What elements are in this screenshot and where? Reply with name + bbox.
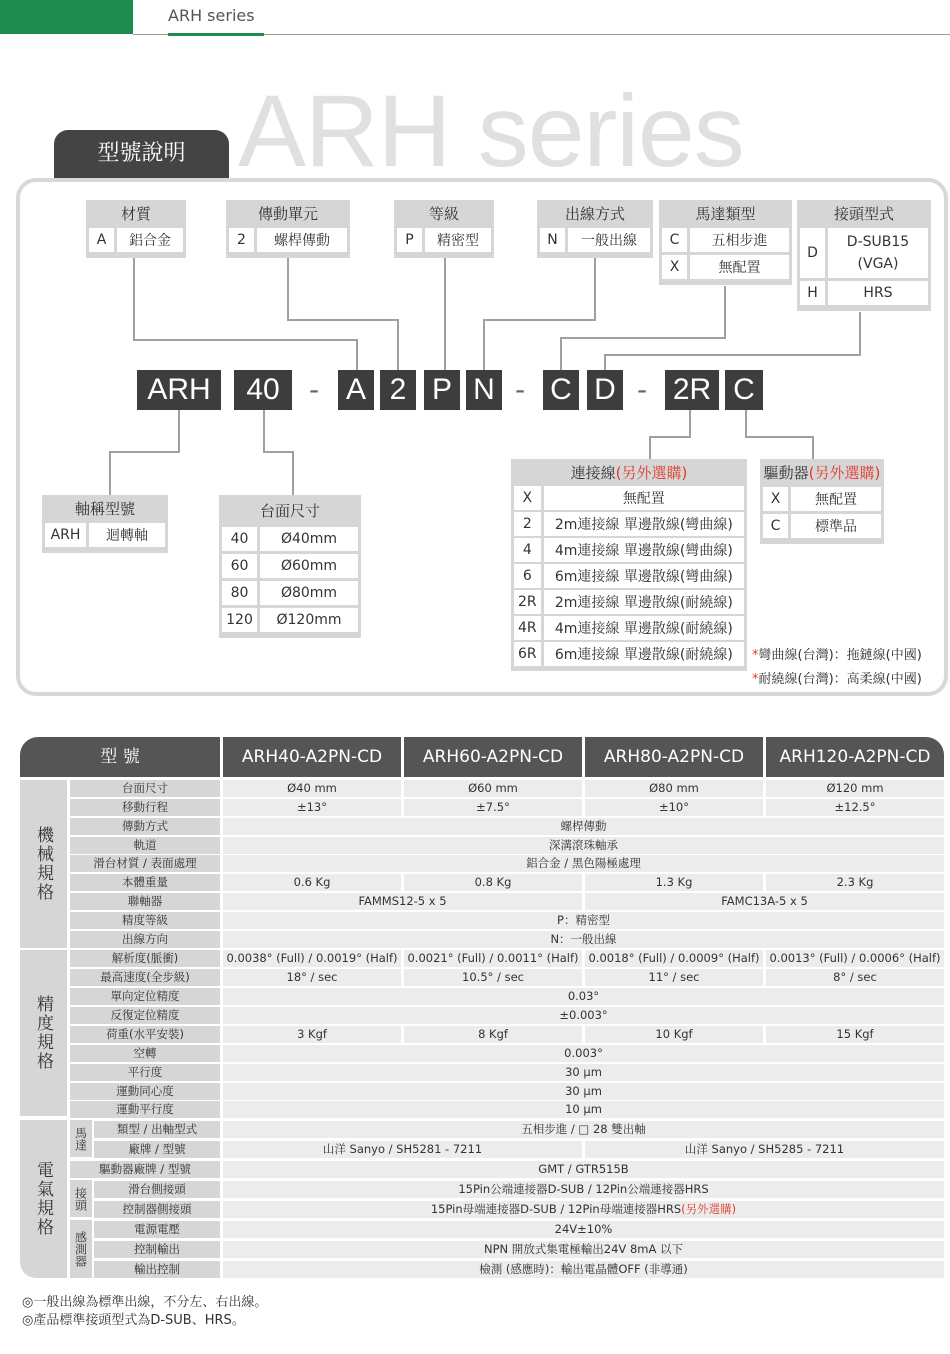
- option-value: 螺桿傳動: [257, 228, 347, 252]
- option-axis: [42, 495, 168, 553]
- option-title: 接頭型式: [833, 205, 894, 223]
- spec-value-text: FAMMS12-5 x 5: [358, 894, 447, 908]
- spec-value: [223, 1241, 944, 1258]
- option-code: 4R: [514, 616, 544, 640]
- subsection-sensor: 感測器: [70, 1220, 92, 1278]
- spec-value: [404, 969, 582, 986]
- spec-value: [585, 950, 763, 967]
- spec-value: [585, 780, 763, 797]
- spec-value: [766, 1026, 944, 1043]
- option-value: 精密型: [425, 228, 491, 252]
- option-code: H: [800, 281, 828, 305]
- spec-value-text: NPN 開放式集電極輸出24V 8mA 以下: [484, 1242, 683, 1256]
- spec-label: 運動同心度: [70, 1083, 220, 1100]
- spec-label: 台面尺寸: [70, 780, 220, 797]
- option-drive: [226, 200, 350, 258]
- spec-value: [223, 969, 401, 986]
- option-code: 40: [222, 527, 260, 551]
- spec-label: 精度等級: [70, 912, 220, 929]
- spec-value: [223, 988, 944, 1005]
- option-code: D: [800, 228, 828, 278]
- spec-label: 類型 / 出軸型式: [94, 1121, 220, 1138]
- option-value: D-SUB15 (VGA): [828, 228, 928, 278]
- option-code: 2: [514, 512, 544, 536]
- option-code: 2: [229, 228, 257, 252]
- option-value: 無配置: [690, 255, 789, 279]
- code-dash: -: [309, 373, 320, 406]
- spec-value-text: 8° / sec: [833, 970, 877, 984]
- spec-value: [404, 1026, 582, 1043]
- spec-value: [223, 1101, 944, 1118]
- spec-value: [585, 893, 944, 910]
- spec-label: 單向定位精度: [70, 988, 220, 1005]
- option-cable: [511, 459, 747, 671]
- option-value: 無配置: [544, 486, 744, 510]
- spec-label: 最高速度(全步級): [70, 969, 220, 986]
- option-title: 傳動單元: [257, 205, 318, 223]
- option-value: 4m連接線 單邊散線(彎曲線): [544, 538, 744, 562]
- spec-value-text: GMT / GTR515B: [538, 1162, 629, 1176]
- spec-value-text: 1.3 Kg: [655, 875, 693, 889]
- subsection-connector: 接頭: [70, 1180, 92, 1217]
- option-connector: [797, 200, 931, 311]
- spec-value: [223, 1201, 944, 1218]
- spec-value-text: Ø120 mm: [826, 781, 884, 795]
- option-code: 2R: [514, 590, 544, 614]
- code-dash: -: [515, 373, 526, 406]
- spec-value-text: Ø80 mm: [649, 781, 699, 795]
- option-material: [86, 200, 186, 258]
- spec-value-text: 30 μm: [565, 1084, 602, 1098]
- option-table: [219, 495, 361, 638]
- option-value: 2m連接線 單邊散線(耐繞線): [544, 590, 744, 614]
- spec-value-text: 檢測 (感應時)：輸出電晶體OFF (非導通): [479, 1262, 688, 1276]
- spec-value-text: 18° / sec: [286, 970, 338, 984]
- spec-value-text: 3 Kgf: [297, 1027, 327, 1041]
- option-value: Ø60mm: [260, 554, 358, 578]
- spec-label: 荷重(水平安裝): [70, 1026, 220, 1043]
- option-code: 4: [514, 538, 544, 562]
- spec-value: [223, 780, 401, 797]
- option-outlet: [537, 200, 653, 258]
- spec-value: [404, 799, 582, 816]
- spec-value-text: 15Pin公端連接器D-SUB / 12Pin公端連接器HRS: [458, 1182, 709, 1196]
- spec-label: 輸出控制: [94, 1261, 220, 1278]
- spec-value: [585, 1141, 944, 1158]
- spec-label: 電源電壓: [94, 1221, 220, 1238]
- spec-value: [223, 855, 944, 872]
- section-tab: 型號說明: [54, 130, 229, 178]
- option-grade: [394, 200, 494, 258]
- option-value: HRS: [828, 281, 928, 305]
- option-title: 材質: [120, 205, 151, 223]
- spec-value: [404, 950, 582, 967]
- option-code: 80: [222, 581, 260, 605]
- option-value: 標準品: [791, 514, 881, 538]
- option-value: 鋁合金: [117, 228, 183, 252]
- code-motor: C: [543, 370, 579, 410]
- spec-value: [766, 799, 944, 816]
- spec-value-text: 0.6 Kg: [293, 875, 331, 889]
- option-driver: [760, 459, 884, 544]
- spec-value: [223, 912, 944, 929]
- spec-value-text: 30 μm: [565, 1065, 602, 1079]
- option-code: ARH: [45, 523, 89, 547]
- spec-value-text: ±0.003°: [559, 1008, 608, 1022]
- option-code: 120: [222, 608, 260, 632]
- spec-value-text: ±13°: [296, 800, 328, 814]
- code-dash: -: [637, 373, 648, 406]
- option-title: 台面尺寸: [259, 502, 320, 520]
- spec-value-text: 11° / sec: [648, 970, 700, 984]
- spec-value: [223, 818, 944, 835]
- option-code: N: [540, 228, 568, 252]
- spec-label: 聯軸器: [70, 893, 220, 910]
- option-value: Ø40mm: [260, 527, 358, 551]
- series-title: ARH series: [168, 6, 255, 25]
- subsection-motor: 馬達: [70, 1120, 92, 1157]
- spec-value-text: 深溝滾珠軸承: [549, 838, 618, 852]
- code-driver: C: [725, 370, 763, 410]
- spec-label: 平行度: [70, 1064, 220, 1081]
- option-code: 6R: [514, 642, 544, 666]
- spec-value-text: 0.0018° (Full) / 0.0009° (Half): [588, 951, 760, 965]
- note-text: 彎曲線(台灣)：拖鏈線(中國): [758, 648, 922, 663]
- section-mechanical: 機械規格: [20, 780, 67, 948]
- option-code: C: [763, 514, 791, 538]
- spec-label: 解析度(脈衝): [70, 950, 220, 967]
- spec-value-text: 8 Kgf: [478, 1027, 508, 1041]
- spec-value-text: 24V±10%: [554, 1222, 613, 1236]
- spec-header-model: 型 號: [20, 737, 220, 777]
- spec-value-text: 0.03°: [567, 989, 600, 1003]
- spec-value-text: 鋁合金 / 黑色陽極處理: [526, 856, 641, 870]
- spec-value-text: 0.0013° (Full) / 0.0006° (Half): [769, 951, 941, 965]
- spec-value-text: ±7.5°: [476, 800, 510, 814]
- note-text: 耐繞線(台灣)：高柔線(中國): [758, 672, 922, 687]
- spec-value: [223, 950, 401, 967]
- optional-purchase: (另外選購): [681, 1202, 737, 1216]
- spec-value-text: ±12.5°: [834, 800, 876, 814]
- spec-value-text: FAMC13A-5 x 5: [721, 894, 808, 908]
- option-motor: [659, 200, 792, 285]
- option-code: X: [763, 487, 791, 511]
- code-table: 40: [234, 370, 292, 410]
- code-connector: D: [587, 370, 623, 410]
- cable-note: *彎曲線(台灣)：拖鏈線(中國): [752, 648, 922, 663]
- option-value: 6m連接線 單邊散線(彎曲線): [544, 564, 744, 588]
- spec-value-text: 0.8 Kg: [474, 875, 512, 889]
- spec-label: 傳動方式: [70, 818, 220, 835]
- spec-label: 本體重量: [70, 874, 220, 891]
- spec-value: [766, 950, 944, 967]
- code-drive: 2: [380, 370, 416, 410]
- spec-value: [404, 874, 582, 891]
- spec-header-model-name: ARH80-A2PN-CD: [585, 737, 763, 777]
- spec-header-model-name: ARH60-A2PN-CD: [404, 737, 582, 777]
- optional-purchase: (另外選購): [808, 464, 881, 482]
- spec-value: [223, 874, 401, 891]
- spec-value: [223, 1181, 944, 1198]
- option-code: 60: [222, 554, 260, 578]
- spec-value-text: 10 μm: [565, 1102, 602, 1116]
- spec-value-text: N：一般出線: [550, 932, 617, 946]
- cable-note: *耐繞線(台灣)：高柔線(中國): [752, 672, 922, 687]
- option-title-text: 連接線: [570, 464, 616, 482]
- spec-header-model-name: ARH40-A2PN-CD: [223, 737, 401, 777]
- spec-value: [585, 799, 763, 816]
- code-outlet: N: [466, 370, 502, 410]
- spec-value-text: 0.0038° (Full) / 0.0019° (Half): [226, 951, 398, 965]
- optional-purchase: (另外選購): [615, 464, 688, 482]
- spec-header-model-name: ARH120-A2PN-CD: [766, 737, 944, 777]
- option-value: 一般出線: [568, 228, 650, 252]
- spec-value: [223, 1064, 944, 1081]
- spec-value: [223, 799, 401, 816]
- code-grade: P: [424, 370, 460, 410]
- spec-label: 廠牌 / 型號: [94, 1141, 220, 1158]
- footnote: ◎產品標準接頭型式為D-SUB、HRS。: [22, 1313, 245, 1328]
- option-value: 4m連接線 單邊散線(耐繞線): [544, 616, 744, 640]
- spec-value-text: 10.5° / sec: [462, 970, 524, 984]
- spec-value: [404, 780, 582, 797]
- spec-value-text: 0.003°: [564, 1046, 603, 1060]
- option-title: [763, 462, 881, 484]
- option-value: 五相步進: [690, 228, 789, 252]
- spec-value: [223, 1121, 944, 1138]
- spec-label: 滑台側接頭: [94, 1181, 220, 1198]
- spec-value: [223, 1141, 582, 1158]
- option-title: 軸稱型號: [74, 500, 135, 518]
- spec-value-text: 山洋 Sanyo / SH5281 - 7211: [322, 1142, 483, 1156]
- spec-value-text: 螺桿傳動: [560, 819, 607, 833]
- spec-label: 滑台材質 / 表面處理: [70, 855, 220, 872]
- spec-label: 軌道: [70, 837, 220, 854]
- section-precision: 精度規格: [20, 950, 67, 1116]
- spec-value: [223, 1026, 401, 1043]
- spec-label: 空轉: [70, 1045, 220, 1062]
- option-value: 迴轉軸: [89, 523, 165, 547]
- spec-value-text: 0.0021° (Full) / 0.0011° (Half): [407, 951, 579, 965]
- spec-value: [223, 1045, 944, 1062]
- option-code: C: [662, 228, 690, 252]
- spec-value: [223, 1007, 944, 1024]
- spec-value: [766, 780, 944, 797]
- spec-value: [766, 874, 944, 891]
- option-title: 出線方式: [564, 205, 625, 223]
- spec-value-text: ±10°: [658, 800, 690, 814]
- option-code: 6: [514, 564, 544, 588]
- code-axis: ARH: [137, 370, 221, 410]
- option-value: 無配置: [791, 487, 881, 511]
- spec-value: [585, 874, 763, 891]
- spec-label: 出線方向: [70, 931, 220, 948]
- spec-value: [585, 969, 763, 986]
- footnote: ◎一般出線為標準出線，不分左、右出線。: [22, 1295, 268, 1310]
- option-code: X: [662, 255, 690, 279]
- option-code: X: [514, 486, 544, 510]
- spec-value: [223, 1261, 944, 1278]
- spec-label: 控制輸出: [94, 1241, 220, 1258]
- spec-value-text: 山洋 Sanyo / SH5285 - 7211: [684, 1142, 845, 1156]
- option-title: [514, 462, 744, 484]
- spec-value-text: Ø40 mm: [287, 781, 337, 795]
- spec-value-text: 10 Kgf: [655, 1027, 693, 1041]
- spec-value: [766, 969, 944, 986]
- spec-value: [223, 1221, 944, 1238]
- spec-value: [223, 893, 582, 910]
- spec-label: 驅動器廠牌 / 型號: [70, 1161, 220, 1178]
- spec-value-text: Ø60 mm: [468, 781, 518, 795]
- spec-value: [223, 1161, 944, 1178]
- option-title: 等級: [428, 205, 459, 223]
- spec-value-text: 2.3 Kg: [836, 875, 874, 889]
- watermark-title: ARH series: [238, 74, 744, 188]
- option-value: 6m連接線 單邊散線(耐繞線): [544, 642, 744, 666]
- option-title-text: 驅動器: [763, 464, 809, 482]
- option-value: Ø120mm: [260, 608, 358, 632]
- option-code: P: [397, 228, 425, 252]
- spec-label: 反復定位精度: [70, 1007, 220, 1024]
- option-value: Ø80mm: [260, 581, 358, 605]
- spec-value-text: 五相步進 / □ 28 雙出軸: [521, 1122, 646, 1136]
- spec-label: 控制器側接頭: [94, 1201, 220, 1218]
- option-code: A: [89, 228, 117, 252]
- code-cable: 2R: [665, 370, 719, 410]
- spec-value-text: 15 Kgf: [836, 1027, 874, 1041]
- spec-value: [585, 1026, 763, 1043]
- spec-value: [223, 837, 944, 854]
- spec-value-text: P：精密型: [557, 913, 610, 927]
- spec-value-text: 15Pin母端連接器D-SUB / 12Pin母端連接器HRS: [430, 1202, 682, 1216]
- spec-value: [223, 931, 944, 948]
- option-title: 馬達類型: [695, 205, 756, 223]
- section-electrical: 電氣規格: [20, 1120, 67, 1278]
- code-material: A: [338, 370, 374, 410]
- spec-label: 移動行程: [70, 799, 220, 816]
- spec-value: [223, 1083, 944, 1100]
- option-value: 2m連接線 單邊散線(彎曲線): [544, 512, 744, 536]
- spec-label: 運動平行度: [70, 1101, 220, 1118]
